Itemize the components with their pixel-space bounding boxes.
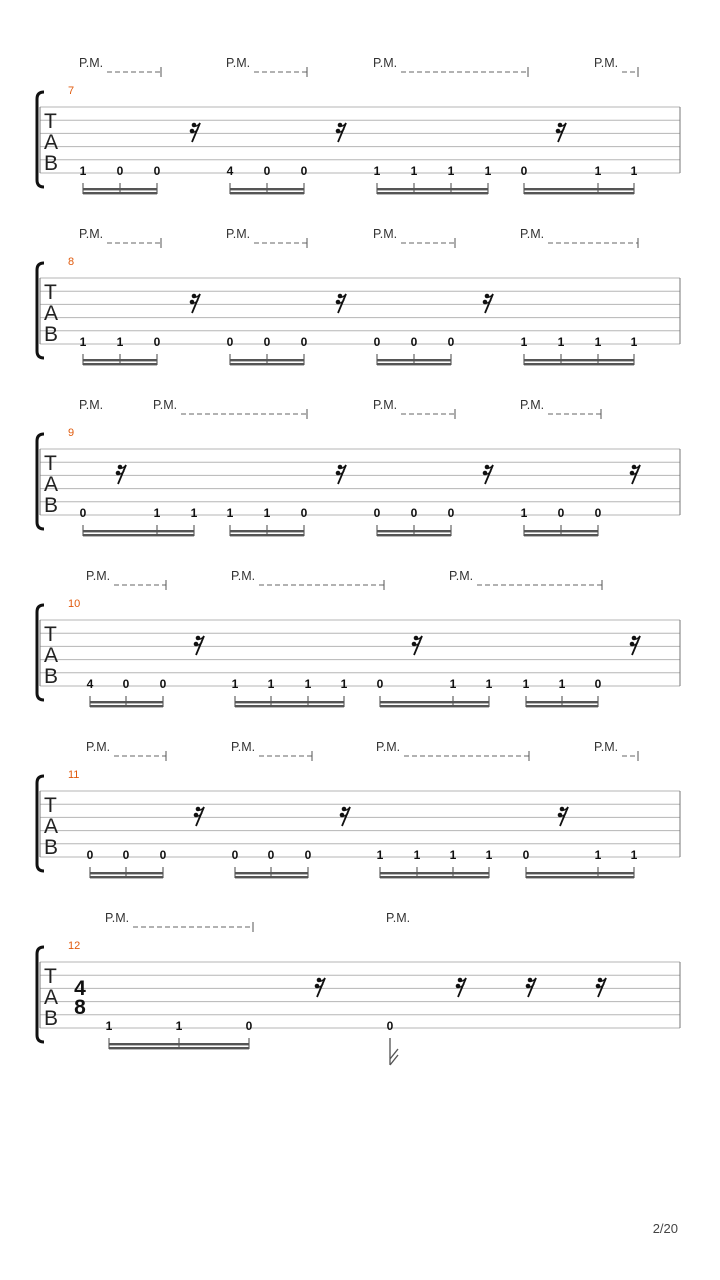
beam: [230, 534, 304, 536]
fret-number: 1: [79, 335, 87, 349]
tab-clef-letter: T: [44, 281, 57, 304]
beam: [526, 876, 634, 878]
beam: [380, 705, 489, 707]
fret-number: 1: [558, 677, 566, 691]
fret-number: 0: [122, 677, 130, 691]
sixteenth-rest: [194, 807, 204, 826]
note-group: [377, 677, 493, 707]
beam: [526, 705, 598, 707]
note-group: [523, 677, 602, 707]
sixteenth-rest: [194, 636, 204, 655]
beam: [83, 192, 157, 194]
note-group: [80, 335, 161, 365]
fret-number: 1: [413, 848, 421, 862]
fret-number: 1: [263, 506, 271, 520]
beam: [524, 363, 634, 365]
beam: [230, 192, 304, 194]
sixteenth-rest: [558, 807, 568, 826]
measure-number: 9: [68, 427, 75, 439]
tab-clef-letter: T: [44, 623, 57, 646]
sixteenth-rest: [190, 123, 200, 142]
beam: [377, 359, 451, 361]
note-group: [232, 677, 348, 707]
measure-number: 12: [68, 940, 81, 952]
tab-clef-letter: B: [44, 152, 59, 175]
fret-number: 1: [630, 848, 638, 862]
note-group: [521, 164, 638, 194]
time-signature-denominator: 8: [74, 996, 86, 1019]
fret-number: 0: [447, 506, 455, 520]
fret-number: 0: [386, 1019, 394, 1033]
beam: [524, 534, 598, 536]
fret-number: 1: [267, 677, 275, 691]
fret-number: 0: [86, 848, 94, 862]
palm-mute-label: P.M.: [79, 56, 104, 70]
fret-number: 1: [340, 677, 348, 691]
beam: [380, 876, 489, 878]
palm-mute-label: P.M.: [449, 569, 474, 583]
sixteenth-rest: [483, 294, 493, 313]
fret-number: 1: [449, 848, 457, 862]
beam: [83, 188, 157, 190]
beam: [230, 363, 304, 365]
beam: [83, 363, 157, 365]
fret-number: 1: [226, 506, 234, 520]
beam: [109, 1047, 249, 1049]
fret-number: 1: [630, 164, 638, 178]
fret-number: 1: [485, 677, 493, 691]
sixteenth-rest: [336, 294, 346, 313]
beam: [377, 192, 488, 194]
fret-number: 4: [226, 164, 234, 178]
fret-number: 0: [373, 506, 381, 520]
palm-mute-label: P.M.: [153, 398, 178, 412]
beam: [230, 188, 304, 190]
fret-number: 1: [594, 164, 602, 178]
tab-clef-letter: A: [44, 473, 59, 496]
note-group: [387, 1019, 398, 1065]
beam: [83, 530, 194, 532]
fret-number: 1: [449, 677, 457, 691]
fret-number: 0: [116, 164, 124, 178]
beam: [235, 701, 344, 703]
sixteenth-rest: [630, 636, 640, 655]
fret-number: 0: [245, 1019, 253, 1033]
fret-number: 1: [79, 164, 87, 178]
tab-clef-letter: B: [44, 1007, 59, 1030]
note-group: [521, 506, 602, 536]
fret-number: 1: [557, 335, 565, 349]
fret-number: 1: [175, 1019, 183, 1033]
fret-number: 0: [557, 506, 565, 520]
palm-mute-label: P.M.: [520, 398, 545, 412]
tab-clef-letter: T: [44, 965, 57, 988]
fret-number: 1: [522, 677, 530, 691]
fret-number: 1: [153, 506, 161, 520]
sixteenth-rest: [336, 123, 346, 142]
tab-clef-letter: A: [44, 131, 59, 154]
tab-clef-letter: A: [44, 986, 59, 1009]
fret-number: 0: [159, 848, 167, 862]
palm-mute-label: P.M.: [386, 911, 411, 925]
fret-number: 4: [86, 677, 94, 691]
beam: [377, 534, 451, 536]
tab-clef-letter: T: [44, 110, 57, 133]
note-group: [374, 164, 492, 194]
beam: [83, 359, 157, 361]
beam: [524, 530, 598, 532]
sixteenth-rest: [340, 807, 350, 826]
note-group: [374, 335, 455, 365]
beam: [83, 534, 194, 536]
fret-number: 1: [376, 848, 384, 862]
tab-clef-letter: B: [44, 836, 59, 859]
palm-mute-label: P.M.: [226, 56, 251, 70]
palm-mute-label: P.M.: [373, 56, 398, 70]
sixteenth-rest: [526, 978, 536, 997]
palm-mute-label: P.M.: [105, 911, 130, 925]
tab-clef-letter: B: [44, 494, 59, 517]
tab-clef-letter: T: [44, 794, 57, 817]
beam: [524, 359, 634, 361]
tab-system-10: [37, 569, 680, 707]
note-group: [80, 506, 198, 536]
fret-number: 0: [522, 848, 530, 862]
beam: [90, 872, 163, 874]
palm-mute-label: P.M.: [376, 740, 401, 754]
fret-number: 1: [447, 164, 455, 178]
palm-mute-label: P.M.: [231, 740, 256, 754]
fret-number: 0: [153, 335, 161, 349]
fret-number: 0: [226, 335, 234, 349]
sixteenth-rest: [483, 465, 493, 484]
fret-number: 0: [304, 848, 312, 862]
palm-mute-label: P.M.: [86, 569, 111, 583]
note-group: [523, 848, 638, 878]
fret-number: 1: [630, 335, 638, 349]
palm-mute-label: P.M.: [231, 569, 256, 583]
measure-number: 10: [68, 598, 81, 610]
tab-system-9: [37, 398, 680, 536]
fret-number: 0: [594, 677, 602, 691]
beam: [235, 705, 344, 707]
beam: [109, 1043, 249, 1045]
palm-mute-label: P.M.: [79, 398, 104, 412]
time-signature-numerator: 4: [74, 977, 86, 1000]
fret-number: 1: [105, 1019, 113, 1033]
palm-mute-label: P.M.: [594, 740, 619, 754]
fret-number: 0: [263, 164, 271, 178]
fret-number: 0: [267, 848, 275, 862]
note-group: [106, 1019, 253, 1049]
fret-number: 1: [520, 506, 528, 520]
note-group: [87, 848, 167, 878]
fret-number: 0: [300, 164, 308, 178]
note-group: [377, 848, 493, 878]
beam: [90, 876, 163, 878]
sixteenth-rest: [630, 465, 640, 484]
palm-mute-label: P.M.: [373, 398, 398, 412]
sixteenth-rest: [190, 294, 200, 313]
tab-system-11: [37, 740, 680, 878]
beam: [380, 701, 489, 703]
note-group: [227, 164, 308, 194]
sixteenth-rest: [336, 465, 346, 484]
sixteenth-rest: [315, 978, 325, 997]
fret-number: 0: [373, 335, 381, 349]
fret-number: 1: [231, 677, 239, 691]
fret-number: 1: [484, 164, 492, 178]
fret-number: 0: [594, 506, 602, 520]
beam: [377, 188, 488, 190]
fret-number: 1: [520, 335, 528, 349]
palm-mute-label: P.M.: [520, 227, 545, 241]
palm-mute-label: P.M.: [373, 227, 398, 241]
beam: [526, 872, 634, 874]
page-number: 2/20: [652, 1221, 678, 1236]
sixteenth-rest: [556, 123, 566, 142]
tab-clef-letter: T: [44, 452, 57, 475]
fret-number: 0: [79, 506, 87, 520]
tab-clef-letter: B: [44, 323, 59, 346]
beam: [377, 530, 451, 532]
note-group: [87, 677, 167, 707]
tab-clef-letter: A: [44, 644, 59, 667]
palm-mute-label: P.M.: [86, 740, 111, 754]
fret-number: 0: [520, 164, 528, 178]
beam: [235, 876, 308, 878]
beam: [524, 192, 634, 194]
fret-number: 1: [410, 164, 418, 178]
note-group: [232, 848, 312, 878]
tab-clef-letter: B: [44, 665, 59, 688]
fret-number: 0: [410, 335, 418, 349]
fret-number: 1: [373, 164, 381, 178]
palm-mute-label: P.M.: [594, 56, 619, 70]
measure-number: 7: [68, 85, 75, 97]
fret-number: 0: [447, 335, 455, 349]
fret-number: 0: [122, 848, 130, 862]
fret-number: 0: [410, 506, 418, 520]
beam: [90, 705, 163, 707]
tab-clef-letter: A: [44, 815, 59, 838]
sixteenth-rest: [116, 465, 126, 484]
sixteenth-rest: [596, 978, 606, 997]
tab-system-8: [37, 227, 680, 365]
fret-number: 1: [116, 335, 124, 349]
note-group: [374, 506, 455, 536]
sixteenth-rest: [412, 636, 422, 655]
tab-system-12: [37, 911, 680, 1065]
fret-number: 0: [300, 506, 308, 520]
note-group: [227, 506, 308, 536]
fret-number: 0: [159, 677, 167, 691]
fret-number: 0: [376, 677, 384, 691]
fret-number: 1: [485, 848, 493, 862]
palm-mute-label: P.M.: [226, 227, 251, 241]
fret-number: 1: [594, 335, 602, 349]
beam: [230, 530, 304, 532]
measure-number: 8: [68, 256, 75, 268]
beam: [377, 363, 451, 365]
measure-number: 11: [68, 769, 80, 781]
beam: [230, 359, 304, 361]
note-group: [80, 164, 161, 194]
tab-clef-letter: A: [44, 302, 59, 325]
fret-number: 0: [153, 164, 161, 178]
palm-mute-label: P.M.: [79, 227, 104, 241]
note-group: [521, 335, 638, 365]
note-group: [227, 335, 308, 365]
fret-number: 1: [190, 506, 198, 520]
beam: [235, 872, 308, 874]
beam: [526, 701, 598, 703]
fret-number: 0: [231, 848, 239, 862]
tab-system-7: [37, 56, 680, 194]
fret-number: 1: [594, 848, 602, 862]
sixteenth-rest: [456, 978, 466, 997]
beam: [380, 872, 489, 874]
beam: [524, 188, 634, 190]
fret-number: 0: [300, 335, 308, 349]
fret-number: 0: [263, 335, 271, 349]
beam: [90, 701, 163, 703]
fret-number: 1: [304, 677, 312, 691]
